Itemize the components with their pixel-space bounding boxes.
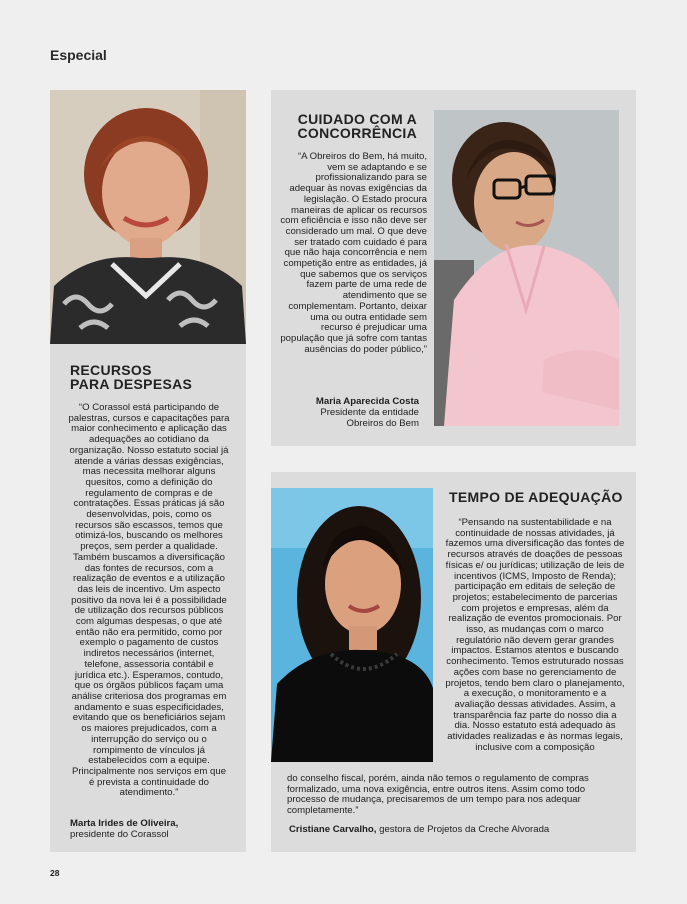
top-title-line2: CONCORRÊNCIA bbox=[297, 125, 417, 141]
portrait-marta-photo bbox=[50, 90, 246, 344]
top-signature-role1: Presidente da entidade bbox=[320, 407, 419, 418]
left-signature-role: presidente do Corassol bbox=[70, 829, 169, 840]
page-number: 28 bbox=[50, 868, 60, 878]
bottom-signature-role: gestora de Projetos da Creche Alvorada bbox=[376, 824, 550, 835]
bottom-signature bbox=[289, 824, 629, 835]
left-title-line2: PARA DESPESAS bbox=[70, 376, 193, 392]
left-quote: “O Corassol está participando de palestras, cursos e capacitações para maior conhecimento e aplicação das adequações ao cotidiano da organização. Nosso estatuto social já atende a várias dessas exigências, mas necessita melhorar alguns quesitos, como a definição do regulamento de compras e de contratações. Essas práticas já são desenvolvidas, pois, como os recursos são escassos, temos que otimizá-los, buscando os melhores preços, sem perder a qualidade. Também buscamos a diversificação das fontes de recursos, com a realização de eventos e a utilização das leis de incentivo. Um aspecto positivo da nova lei é a possibilidade de utilização dos recursos públicos com algumas despesas, o que até então não era permitido, como por exemplo o pagamento de custos indiretos necessários (internet, telefone, assessoria contábil e jurídica etc.). Esperamos, contudo, que os órgãos públicos façam uma análise criteriosa dos programas em andamento e suas especificidades, evitando que os beneficiários sejam os maiores prejudicados, com a interrupção do serviço ou o rompimento de vínculos já estabelecidos com a equipe. Principalmente nos serviços em que é prevista a continuidade do atendimento.” bbox=[68, 402, 230, 799]
top-signature-role2: Obreiros do Bem bbox=[346, 418, 419, 429]
top-quote: “A Obreiros do Bem, há muito, vem se adaptando e se profissionalizando para se adequar às novas exigências da legislação. O Estado procura maneiras de aplicar os recursos com eficiência e isso não deve ser considerado um mal. O que deve ser tratado com cuidado é para que não haja concorrência e nem competição entre as entidades, já que sabemos que os serviços fazem parte de uma rede de atendimento que se complementam. Portanto, deixar uma ou outra entidade sem recurso é prejudicar uma população que já sofre com tantas ausências do poder público,” bbox=[280, 151, 427, 355]
section-label: Especial bbox=[50, 47, 107, 63]
portrait-cristiane-photo bbox=[271, 488, 433, 762]
top-title-line1: CUIDADO COM A bbox=[297, 111, 417, 127]
bottom-title: TEMPO DE ADEQUAÇÃO bbox=[449, 489, 623, 505]
top-interview-panel bbox=[271, 90, 636, 446]
bottom-interview-panel bbox=[271, 472, 636, 852]
top-title bbox=[281, 112, 417, 140]
left-signature-name: Marta Irides de Oliveira, bbox=[70, 818, 179, 829]
left-title bbox=[70, 363, 240, 391]
bottom-quote-narrow: “Pensando na sustentabilidade e na continuidade de nossas atividades, já fazemos uma diversificação das fontes de recursos através de doações de pessoas físicas e/ ou jurídicas; utilização de leis de incentivos (ICMS, Imposto de Renda); participação em editais de seleção de projetos; estabelecimento de parcerias com projetos e empresas, além da realização de eventos promocionais. Por isso, as mudanças com o marco regulatório não devem gerar grandes impactos. Estamos atentos e buscando conhecimento. Temos estruturado nossas ações com base no gerenciamento de projetos, tendo bem claro o planejamento, a execução, o monitoramento e a avaliação dessas atividades. Assim, a transparência faz parte do nosso dia a dia. Nosso estatuto está adequado às atividades realizadas e às normas legais, inclusive com a composição bbox=[445, 517, 625, 753]
bottom-signature-name: Cristiane Carvalho, bbox=[289, 824, 377, 835]
bottom-quote-wide: do conselho fiscal, porém, ainda não temos o regulamento de compras formalizado, uma nova exigência, entre outros itens. Assim como todo processo de mudança, precisaremos de um tempo para nos adequar completamente.” bbox=[287, 773, 589, 817]
portrait-maria-photo bbox=[434, 110, 619, 426]
left-title-line1: RECURSOS bbox=[70, 362, 152, 378]
top-signature-name: Maria Aparecida Costa bbox=[315, 396, 419, 407]
left-interview-panel bbox=[50, 90, 246, 852]
